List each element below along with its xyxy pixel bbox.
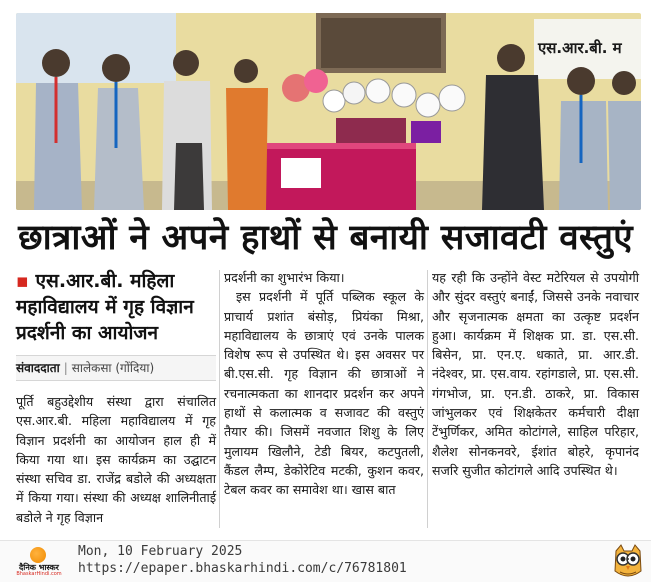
banner-text: एस.आर.बी. म — [538, 39, 622, 57]
byline-separator: | — [63, 361, 68, 375]
byline-reporter: संवाददाता — [16, 361, 60, 375]
footer — [0, 540, 651, 582]
article-paragraph: यह रही कि उन्होंने वेस्ट मटेरियल से उपयोगी और सुंदर वस्तुएं बनाईं, जिससे उनके नवाचार और सृजनात्मक क्षमता का उत्कृष्ट प्रदर्शन हुआ। कार्यक्रम में शिक्षक प्रा. डा. एस.सी. बिसेन, प्रा. एन.ए. धकाते, प्रा. आर.डी. नंदेश्वर, प्रा. एस.वाय. रहांगडाले, प्रा. एस.सी. गंगभोज, प्रा. एन.डी. ठाकरे, प्रा. विकास जांभुलकर एवं शिक्षकेतर कर्मचारी दीक्षा टेंभुर्णिकर, अमित कोटांगले, साहिल परिहार, शैलेश सोनकनवरे, ईशांत बोहरे, कृपानंद सजरि सुजीत कोटांगले आदि उपस्थित थे। — [432, 270, 639, 478]
headline: छात्राओं ने अपने हाथों से बनायी सजावटी वस्तुएं — [18, 218, 633, 258]
column-divider — [219, 270, 220, 528]
article-column-2 — [224, 268, 424, 500]
bhaskar-sun-logo-icon — [30, 547, 46, 563]
subheadline — [16, 268, 216, 346]
byline — [16, 355, 216, 381]
publish-date: Mon, 10 February 2025 — [78, 544, 243, 559]
subheadline-text: एस.आर.बी. महिला महाविद्यालय में गृह विज्ञान प्रदर्शनी का आयोजन — [16, 270, 194, 344]
article-paragraph: प्रदर्शनी का शुभारंभ किया। — [224, 270, 345, 285]
byline-place: सालेकसा (गोंदिया) — [71, 361, 155, 375]
article-column-1 — [16, 392, 216, 527]
column-divider — [427, 270, 428, 528]
subheadline-bullet: ▪ — [16, 270, 29, 292]
article-paragraph: पूर्ति बहुउद्देशीय संस्था द्वारा संचालित एस.आर.बी. महिला महाविद्यालय में गृह विज्ञान प्रदर्शनी का आयोजन हाल ही में किया गया था। इस कार्यक्रम का उद्घाटन संस्था सचिव डा. राजेंद्र बडोले की अध्यक्षता में किया गया। संस्था की अध्यक्ष शालिनीताई बडोले ने गृह विज्ञान — [16, 394, 216, 525]
logo-subtext: BhaskarHindi.com — [16, 571, 62, 577]
bhaskar-logo[interactable] — [10, 547, 68, 575]
epaper-url[interactable]: https://epaper.bhaskarhindi.com/c/76781801 — [78, 561, 407, 576]
article-column-3 — [432, 268, 639, 480]
article-paragraph: इस प्रदर्शनी में पूर्ति पब्लिक स्कूल के प्राचार्य प्रशांत बंसोड़, प्रियंका मिश्रा, महाविद्यालय के छात्राएं एवं उनके पालक विशेष रूप से उपस्थित थे। इस अवसर पर बी.एस.सी. गृह विज्ञान की छात्राओं ने रचनात्मकता का शानदार प्रदर्शन कर अपने हाथों से कलात्मक व सजावट की वस्तुएं तैयार की। जिसमें नवजात शिशु के लिए मुलायम खिलौने, टेडी बियर, कटपुतली, कैंडल लैम्प, डेकोरेटिव मटकी, कुशन कवर, टेबल कवर का समावेश था। खास बात — [224, 289, 424, 498]
owl-mascot-icon — [612, 543, 644, 579]
logo-name: दैनिक भास्कर — [19, 563, 59, 572]
exhibition-photo — [16, 13, 641, 210]
